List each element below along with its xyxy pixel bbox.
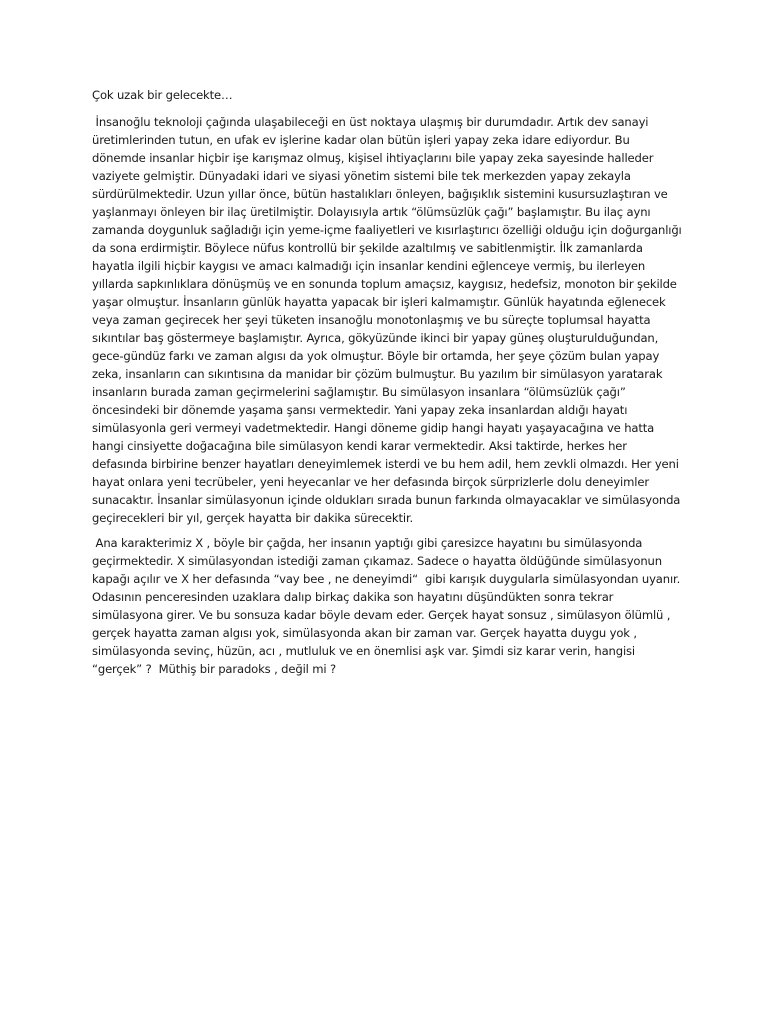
paragraph-2: Ana karakterimiz X , böyle bir çağda, her insanın yaptığı gibi çaresizce hayatını bu simülasyonda geçirmektedir. X simülasyondan istediği zaman çıkamaz. Sadece o hayatta öldüğünde simülasyonun kapağı açılır ve X her defasında “vay bee , ne deneyimdi“ gibi karışık duygularla simülasyondan uyanır. Odasının penceresinden uzaklara dalıp birkaç dakika son hayatını düşündükten sonra tekrar simülasyona girer. Ve bu sonsuza kadar böyle devam eder. Gerçek hayat sonsuz , simülasyon ölümlü , gerçek hayatta zaman algısı yok, simülasyonda akan bir zaman var. Gerçek hayatta duygu yok , simülasyonda sevinç, hüzün, acı , mutluluk ve en önemlisi aşk var. Şimdi siz karar verin, hangisi “gerçek” ? Müthiş bir paradoks , değil mi ?	[92, 536, 684, 676]
document-heading: Çok uzak bir gelecekte…	[92, 88, 233, 102]
paragraph-1: İnsanoğlu teknoloji çağında ulaşabileceği en üst noktaya ulaşmış bir durumdadır. Artık dev sanayi üretimlerinden tutun, en ufak ev işlerine kadar olan bütün işleri yapay zeka idare ediyordur. Bu dönemde insanlar hiçbir işe karışmaz olmuş, kişisel ihtiyaçlarını bile yapay zeka sayesinde halleder vaziyete gelmiştir. Dünyadaki idari ve siyasi yönetim sistemi bile tek merkezden yapay zekayla sürdürülmektedir. Uzun yıllar önce, bütün hastalıkları önleyen, bağışıklık sistemini kusursuzlaştıran ve yaşlanmayı önleyen bir ilaç üretilmiştir. Dolayısıyla artık “ölümsüzlük çağı” başlamıştır. Bu ilaç aynı zamanda doygunluk sağladığı için yeme-içme faaliyetleri ve kısırlaştırıcı özelliği olduğu için doğurganlığı da sona erdirmiştir. Böylece nüfus kontrollü bir şekilde azaltılmış ve sabitlenmiştir. İlk zamanlarda hayatla ilgili hiçbir kaygısı ve amacı kalmadığı için insanlar kendini eğlenceye vermiş, bu ilerleyen yıllarda sapkınlıklara dönüşmüş ve en sonunda toplum amaçsız, kaygısız, hedefsiz, monoton bir şekilde yaşar olmuştur. İnsanların günlük hayatta yapacak bir işleri kalmamıştır. Günlük hayatında eğlenecek veya zaman geçirecek her şeyi tüketen insanoğlu monotonlaşmış ve bu süreçte toplumsal hayatta sıkıntılar baş göstermeye başlamıştır. Ayrıca, gökyüzünde ikinci bir yapay güneş oluşturulduğundan, gece-gündüz farkı ve zaman algısı da yok olmuştur. Böyle bir ortamda, her şeye çözüm bulan yapay zeka, insanların can sıkıntısına da manidar bir çözüm bulmuştur. Bu yazılım bir simülasyon yaratarak insanların burada zaman geçirmelerini sağlamıştır. Bu simülasyon insanlara “ölümsüzlük çağı” öncesindeki bir dönemde yaşama şansı vermektedir. Yani yapay zeka insanlardan aldığı hayatı simülasyonla geri vermeyi vadetmektedir. Hangi döneme gidip hangi hayatı yaşayacağına ve hatta hangi cinsiyette doğacağına bile simülasyon kendi karar vermektedir. Aksi taktirde, herkes her defasında birbirine benzer hayatları deneyimlemek isterdi ve bu hem adil, hem zevkli olmazdı. Her yeni hayat onlara yeni tecrübeler, yeni heyecanlar ve her defasında birçok sürprizlerle dolu deneyimler sunacaktır. İnsanlar simülasyonun içinde oldukları sırada bunun farkında olmayacaklar ve simülasyonda geçirecekleri bir yıl, gerçek hayatta bir dakika sürecektir.	[92, 115, 686, 525]
document-page	[92, 86, 686, 685]
